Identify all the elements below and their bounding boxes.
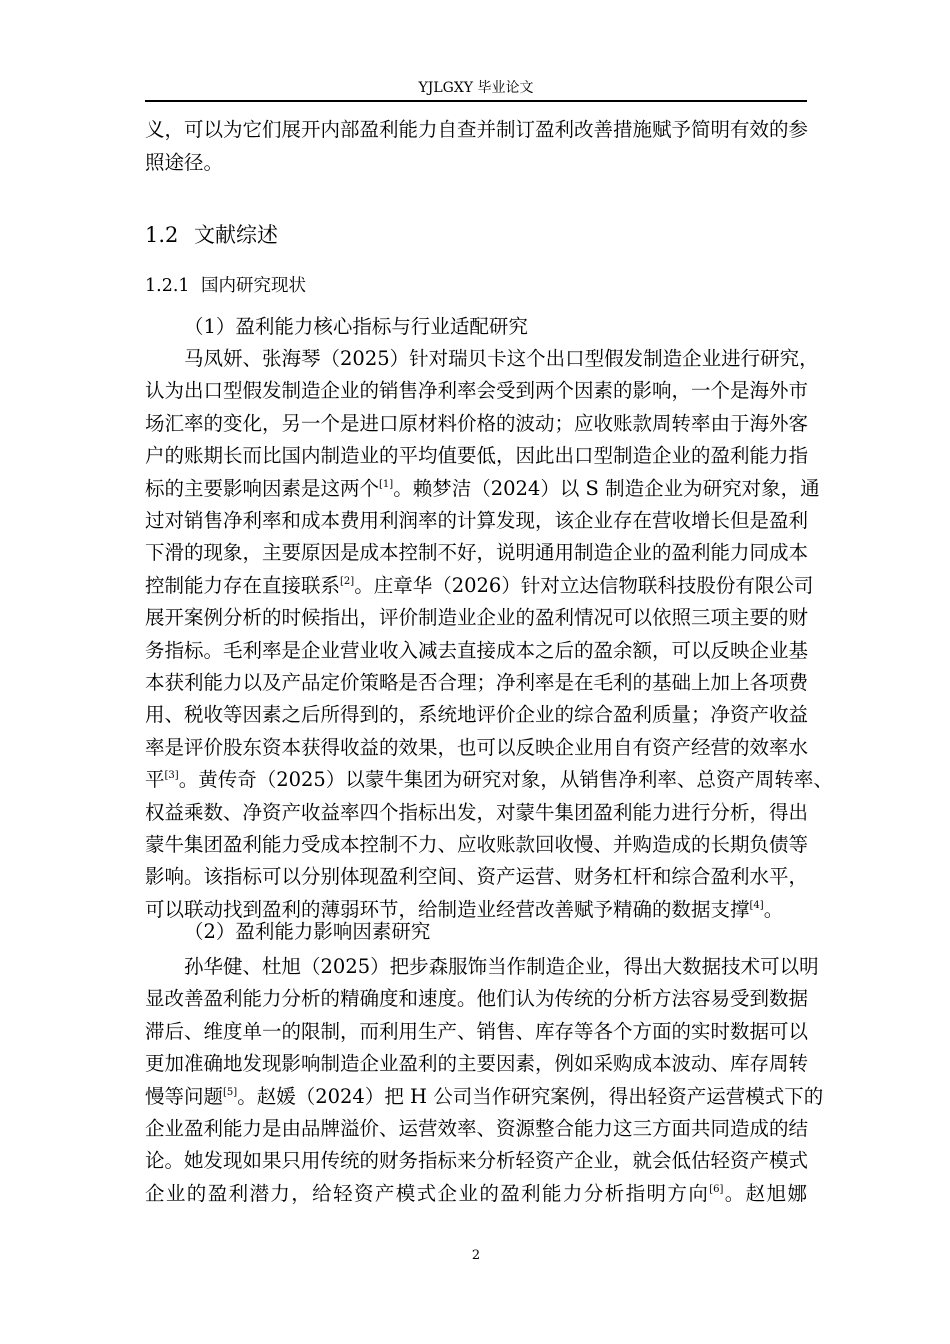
body-text-line	[145, 573, 814, 598]
text-segment: 。赖梦洁（2024）以 S 制造企业为研究对象，通	[393, 476, 820, 500]
section-title: 文献综述	[194, 223, 278, 247]
text-segment: 率是评价股东资本获得收益的效果，也可以反映企业用自有资产经营的效率水	[145, 735, 809, 759]
text-segment: 过对销售净利率和成本费用利润率的计算发现，该企业存在营收增长但是盈利	[145, 509, 809, 532]
subsection-heading	[145, 274, 306, 298]
citation-ref: [4]	[749, 899, 764, 911]
text-segment: 。赵媛（2024）把 H 公司当作研究案例，得出轻资产运营模式下的	[237, 1084, 824, 1108]
text-segment: 孙华健、杜旭（2025）把步森服饰当作制造企业，得出大数据技术可以明	[184, 955, 819, 978]
text-segment: 务指标。毛利率是企业营业收入减去直接成本之后的盈余额，可以反映企业基	[145, 638, 809, 662]
text-segment: 标的主要影响因素是这两个	[145, 476, 380, 500]
text-segment: 马凤妍、张海琴（2025）针对瑞贝卡这个出口型假发制造企业进行研究，	[184, 347, 819, 370]
body-text-line	[145, 639, 807, 663]
section-heading	[145, 223, 278, 247]
body-text-line	[145, 444, 807, 468]
citation-ref: [6]	[709, 1183, 724, 1195]
citation-ref: [2]	[340, 575, 355, 587]
body-text-line	[145, 412, 807, 436]
text-segment: 控制能力存在直接联系	[145, 573, 341, 597]
subsection-title: 国内研究现状	[201, 276, 306, 296]
body-text-line	[145, 671, 807, 695]
text-segment: 下滑的现象，主要原因是成本控制不好，说明通用制造企业的盈利能力同成本	[145, 541, 809, 565]
citation-ref: [1]	[379, 478, 394, 490]
body-text-line	[145, 1182, 807, 1206]
body-text-line	[145, 801, 807, 825]
body-text-line	[145, 1052, 807, 1076]
text-segment: 滞后、维度单一的限制，而利用生产、销售、库存等各个方面的实时数据可以	[145, 1019, 809, 1043]
text-segment: 慢等问题	[145, 1084, 224, 1108]
body-text-line	[145, 736, 807, 760]
body-text-line	[145, 541, 807, 565]
subsection-number: 1.2.1	[145, 276, 190, 296]
body-text-line	[145, 898, 783, 922]
body-text-line: 义，可以为它们展开内部盈利能力自查并制订盈利改善措施赋予简明有效的参	[145, 118, 809, 141]
body-text-line	[145, 703, 807, 727]
body-text-line	[145, 1084, 824, 1109]
text-segment: 企业的盈利潜力，给轻资产模式企业的盈利能力分析指明方向	[145, 1181, 710, 1205]
body-text-line	[145, 379, 807, 403]
text-segment: 影响。该指标可以分别体现盈利空间、资产运营、财务杠杆和综合盈利水平，	[145, 865, 809, 889]
section-number: 1.2	[145, 223, 179, 247]
body-text-line	[145, 476, 820, 501]
text-segment: 显改善盈利能力分析的精确度和速度。他们认为传统的分析方法容易受到数据	[145, 987, 809, 1011]
text-segment: 。黄传奇（2025）以蒙牛集团为研究对象，从销售净利率、总资产周转率、	[178, 768, 833, 792]
citation-ref: [3]	[164, 770, 179, 782]
text-segment: 可以联动找到盈利的薄弱环节，给制造业经营改善赋予精确的数据支撑	[145, 897, 750, 921]
body-text-line	[145, 1117, 807, 1141]
text-segment: 。庄章华（2026）针对立达信物联科技股份有限公司	[354, 573, 814, 597]
body-text-line	[145, 1149, 807, 1173]
header-rule	[145, 100, 807, 102]
text-segment: 。赵旭娜	[723, 1181, 807, 1205]
body-text-line	[145, 606, 807, 630]
body-text-line	[145, 1020, 807, 1044]
text-segment: 户的账期长而比国内制造业的平均值要低，因此出口型制造企业的盈利能力指	[145, 444, 809, 468]
text-segment: 用、税收等因素之后所得到的，系统地评价企业的综合盈利质量；净资产收益	[145, 703, 809, 727]
body-text-line	[145, 833, 807, 857]
body-text-line	[145, 768, 833, 792]
body-text-line: 照途径。	[145, 151, 224, 174]
part2-heading: （2）盈利能力影响因素研究	[184, 920, 431, 943]
part1-heading: （1）盈利能力核心指标与行业适配研究	[184, 315, 528, 338]
text-segment: 。	[763, 897, 784, 921]
body-text-line	[184, 347, 819, 371]
text-segment: 权益乘数、净资产收益率四个指标出发，对蒙牛集团盈利能力进行分析，得出	[145, 800, 809, 824]
text-segment: 平	[145, 768, 165, 792]
text-segment: 蒙牛集团盈利能力受成本控制不力、应收账款回收慢、并购造成的长期负债等	[145, 833, 809, 856]
body-text-line	[145, 509, 807, 533]
page-number: 2	[471, 1248, 481, 1263]
body-text-line	[145, 865, 807, 889]
text-segment: 更加准确地发现影响制造企业盈利的主要因素，例如采购成本波动、库存周转	[145, 1052, 809, 1076]
text-segment: 展开案例分析的时候指出，评价制造业企业的盈利情况可以依照三项主要的财	[145, 606, 809, 630]
body-text-line	[145, 987, 807, 1011]
citation-ref: [5]	[223, 1086, 238, 1098]
text-segment: 本获利能力以及产品定价策略是否合理；净利率是在毛利的基础上加上各项费	[145, 671, 809, 694]
text-segment: 论。她发现如果只用传统的财务指标来分析轻资产企业，就会低估轻资产模式	[145, 1149, 809, 1173]
text-segment: 企业盈利能力是由品牌溢价、运营效率、资源整合能力这三方面共同造成的结	[145, 1117, 809, 1140]
text-segment: 认为出口型假发制造企业的销售净利率会受到两个因素的影响，一个是海外市	[145, 379, 809, 403]
body-text-line	[184, 955, 819, 979]
page-header: YJLGXY 毕业论文	[418, 80, 534, 96]
text-segment: 场汇率的变化，另一个是进口原材料价格的波动；应收账款周转率由于海外客	[145, 411, 809, 435]
